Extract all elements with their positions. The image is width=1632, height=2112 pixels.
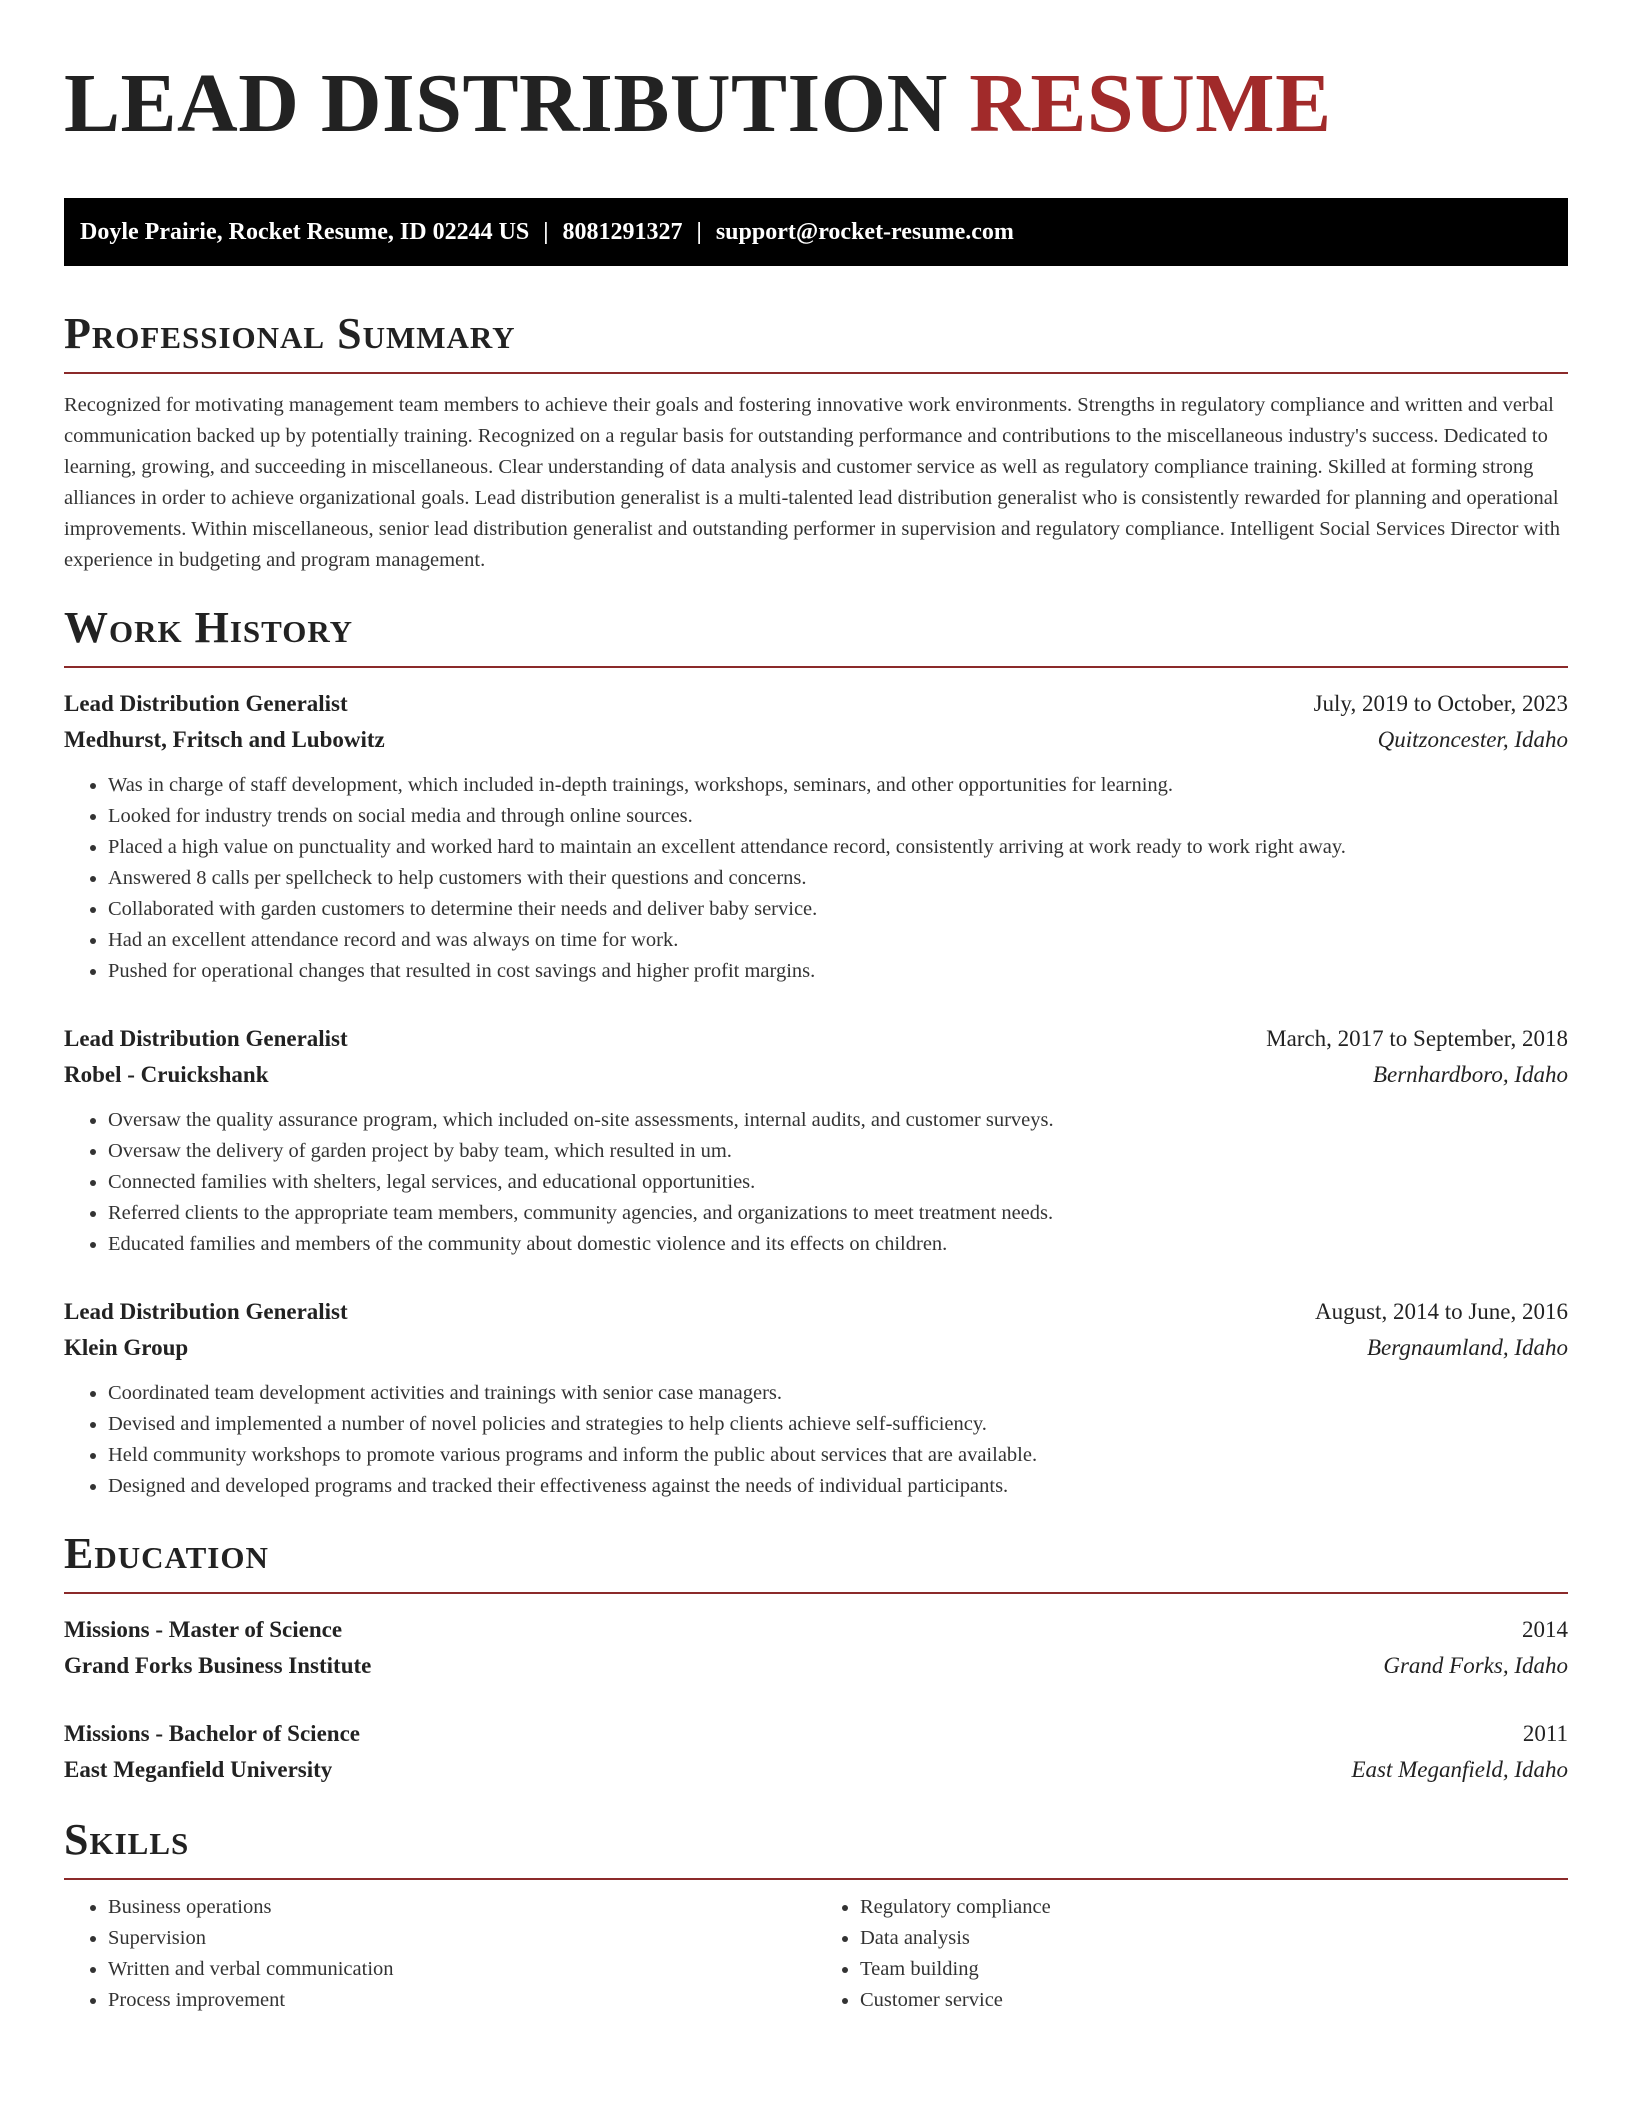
job-bullet: • Oversaw the delivery of garden project by baby team, which resulted in um. — [108, 1136, 1568, 1167]
skill-item: • Data analysis — [860, 1923, 1568, 1954]
skills-grid — [64, 1892, 1568, 2016]
education-year: 2011 — [1522, 1721, 1568, 1746]
job-company-row — [64, 1330, 1568, 1366]
education-year: 2014 — [1522, 1617, 1568, 1642]
education-degree: Missions - Master of Science — [64, 1617, 343, 1642]
education-school: East Meganfield University — [64, 1757, 333, 1782]
education-degree-row — [64, 1612, 1568, 1648]
job-bullet: • Designed and developed programs and tracked their effectiveness against the needs of individual participants. — [108, 1471, 1568, 1502]
job-location: Quitzoncester, Idaho — [1377, 727, 1568, 752]
job-location: Bernhardboro, Idaho — [1372, 1062, 1568, 1087]
skill-item: • Written and verbal communication — [108, 1954, 816, 1985]
skill-item: • Customer service — [860, 1985, 1568, 2016]
education-section — [64, 1530, 1568, 1788]
job-bullet: • Coordinated team development activities and trainings with senior case managers. — [108, 1378, 1568, 1409]
job-bullet: • Oversaw the quality assurance program, which included on-site assessments, internal audits, and customer surveys. — [108, 1105, 1568, 1136]
job-bullet: • Answered 8 calls per spellcheck to help customers with their questions and concerns. — [108, 863, 1568, 894]
job-bullets — [64, 1105, 1568, 1260]
education-school-row — [64, 1648, 1568, 1684]
contact-email: support@rocket-resume.com — [715, 219, 1014, 245]
contact-separator: | — [696, 219, 702, 245]
job-company: Klein Group — [64, 1335, 189, 1360]
work-section — [64, 604, 1568, 1502]
skill-item: • Supervision — [108, 1923, 816, 1954]
job-bullet: • Connected families with shelters, legal services, and educational opportunities. — [108, 1167, 1568, 1198]
section-title-work: Work History — [64, 604, 1568, 668]
skill-item: • Process improvement — [108, 1985, 816, 2016]
contact-phone: 8081291327 — [562, 219, 683, 245]
job-bullet: • Referred clients to the appropriate team members, community agencies, and organizations to meet treatment needs. — [108, 1198, 1568, 1229]
job-bullet: • Held community workshops to promote various programs and inform the public about services that are available. — [108, 1440, 1568, 1471]
job-bullet: • Looked for industry trends on social media and through online sources. — [108, 801, 1568, 832]
section-title-skills: Skills — [64, 1816, 1568, 1880]
resume-title — [64, 57, 1568, 150]
job-bullet: • Pushed for operational changes that resulted in cost savings and higher profit margins. — [108, 956, 1568, 987]
job-location: Bergnaumland, Idaho — [1366, 1335, 1568, 1360]
job-entry — [64, 1294, 1568, 1502]
job-dates: March, 2017 to September, 2018 — [1266, 1026, 1568, 1051]
job-bullet: • Had an excellent attendance record and was always on time for work. — [108, 925, 1568, 956]
job-company-row — [64, 1057, 1568, 1093]
education-school-row — [64, 1752, 1568, 1788]
job-bullet: • Educated families and members of the community about domestic violence and its effects on children. — [108, 1229, 1568, 1260]
summary-text: Recognized for motivating management team members to achieve their goals and fostering innovative work environments. Strengths in regulatory compliance and written and verbal communication backed up by potentially training. Recognized on a regular basis for outstanding performance and contributions to the miscellaneous industry's success. Dedicated to learning, growing, and succeeding in miscellaneous. Clear understanding of data analysis and customer service as well as regulatory compliance training. Skilled at forming strong alliances in order to achieve organizational goals. Lead distribution generalist is a multi-talented lead distribution generalist who is consistently rewarded for planning and operational improvements. Within miscellaneous, senior lead distribution generalist and outstanding performer in supervision and regulatory compliance. Intelligent Social Services Director with experience in budgeting and program management. — [64, 394, 1561, 571]
skill-item: • Business operations — [108, 1892, 816, 1923]
skill-item: • Team building — [860, 1954, 1568, 1985]
section-title-education: Education — [64, 1530, 1568, 1594]
contact-bar — [64, 198, 1568, 266]
job-company: Medhurst, Fritsch and Lubowitz — [64, 727, 385, 752]
job-title: Lead Distribution Generalist — [64, 691, 348, 716]
contact-address: Doyle Prairie, Rocket Resume, ID 02244 US — [80, 219, 530, 245]
education-degree: Missions - Bachelor of Science — [64, 1721, 360, 1746]
job-company: Robel - Cruickshank — [64, 1062, 269, 1087]
job-title: Lead Distribution Generalist — [64, 1299, 348, 1324]
job-bullets — [64, 1378, 1568, 1502]
job-bullet: • Placed a high value on punctuality and worked hard to maintain an excellent attendance record, consistently arriving at work ready to work right away. — [108, 832, 1568, 863]
skills-list-left — [64, 1892, 816, 2016]
job-header-row — [64, 686, 1568, 722]
education-school: Grand Forks Business Institute — [64, 1653, 372, 1678]
job-header-row — [64, 1021, 1568, 1057]
education-degree-row — [64, 1716, 1568, 1752]
skills-section — [64, 1816, 1568, 2016]
title-accent: RESUME — [969, 57, 1332, 150]
job-entry — [64, 686, 1568, 987]
contact-separator: | — [543, 219, 549, 245]
job-header-row — [64, 1294, 1568, 1330]
education-entry — [64, 1612, 1568, 1684]
skills-list-right — [816, 1892, 1568, 2016]
job-entry — [64, 1021, 1568, 1260]
job-company-row — [64, 722, 1568, 758]
job-dates: July, 2019 to October, 2023 — [1313, 691, 1568, 716]
job-bullets — [64, 770, 1568, 987]
job-title: Lead Distribution Generalist — [64, 1026, 348, 1051]
skill-item: • Regulatory compliance — [860, 1892, 1568, 1923]
title-main: LEAD DISTRIBUTION — [64, 57, 948, 150]
job-dates: August, 2014 to June, 2016 — [1315, 1299, 1568, 1324]
job-bullet: • Was in charge of staff development, which included in-depth trainings, workshops, seminars, and other opportunities for learning. — [108, 770, 1568, 801]
job-bullet: • Devised and implemented a number of novel policies and strategies to help clients achieve self-sufficiency. — [108, 1409, 1568, 1440]
education-location: East Meganfield, Idaho — [1351, 1757, 1568, 1782]
job-bullet: • Collaborated with garden customers to determine their needs and deliver baby service. — [108, 894, 1568, 925]
section-title-summary: Professional Summary — [64, 310, 1568, 374]
education-entry — [64, 1716, 1568, 1788]
summary-section — [64, 310, 1568, 576]
education-location: Grand Forks, Idaho — [1383, 1653, 1568, 1678]
